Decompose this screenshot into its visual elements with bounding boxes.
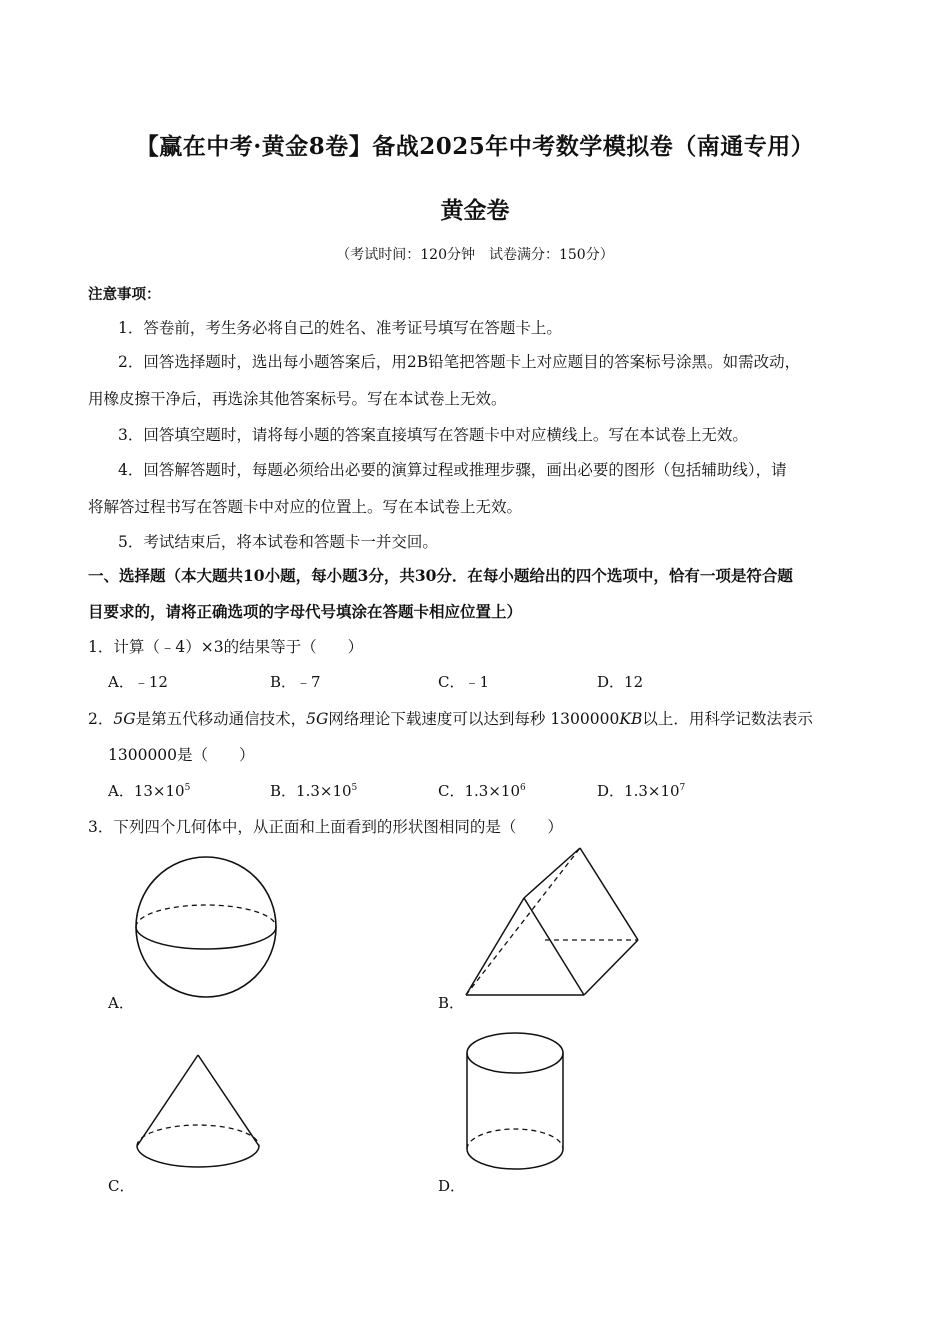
question-2-stem-line-2: 1300000是（ ） bbox=[108, 746, 255, 764]
question-1-option-c: C．﹣1 bbox=[438, 673, 490, 691]
question-3-figure-b-label: B． bbox=[438, 994, 465, 1012]
question-2-option-c-base: C．1.3×10 bbox=[438, 782, 520, 800]
question-2-stem-part-d: 以上．用科学记数法表示 bbox=[642, 710, 813, 728]
question-2-option-b-base: B．1.3×10 bbox=[270, 782, 352, 800]
question-1-stem: 1．计算（﹣4）×3的结果等于（ ） bbox=[88, 638, 364, 656]
paper-title: 【赢在中考·黄金8卷】备战2025年中考数学模拟卷（南通专用） bbox=[135, 133, 815, 160]
cylinder-icon bbox=[460, 1025, 570, 1180]
question-2-stem-part-c: 网络理论下载速度可以达到每秒 1300000 bbox=[328, 710, 620, 728]
notice-item-4-line-2: 将解答过程书写在答题卡中对应的位置上。写在本试卷上无效。 bbox=[88, 498, 523, 516]
paper-subtitle: 黄金卷 bbox=[440, 197, 510, 224]
section-1-heading-line-1: 一、选择题（本大题共10小题，每小题3分，共30分．在每小题给出的四个选项中，恰有一项是符合题 bbox=[88, 566, 793, 585]
question-2-stem-part-b: 是第五代移动通信技术， bbox=[135, 710, 307, 728]
question-2-option-c bbox=[438, 780, 526, 801]
question-2-kb-unit: KB bbox=[619, 710, 643, 728]
triangular-prism-icon bbox=[460, 840, 645, 1005]
question-2-option-c-exponent: 6 bbox=[520, 783, 526, 793]
notice-item-3: 3．回答填空题时，请将每小题的答案直接填写在答题卡中对应横线上。写在本试卷上无效。 bbox=[118, 426, 748, 444]
exam-info: （考试时间：120分钟 试卷满分：150分） bbox=[336, 247, 614, 263]
section-1-heading-line-2: 目要求的，请将正确选项的字母代号填涂在答题卡相应位置上） bbox=[88, 602, 523, 621]
notice-item-2-line-1: 2．回答选择题时，选出每小题答案后，用2B铅笔把答题卡上对应题目的答案标号涂黑。如需改动， bbox=[118, 353, 801, 371]
question-2-option-b bbox=[270, 780, 357, 801]
notice-item-2-line-2: 用橡皮擦干净后，再选涂其他答案标号。写在本试卷上无效。 bbox=[88, 390, 507, 408]
question-2-option-a-base: A．13×10 bbox=[108, 782, 185, 800]
question-2-5g-term-2: 5G bbox=[306, 710, 329, 728]
question-3-figure-c-label: C． bbox=[108, 1177, 135, 1195]
notice-item-5: 5．考试结束后，将本试卷和答题卡一并交回。 bbox=[118, 533, 438, 551]
question-2-5g-term: 5G bbox=[113, 710, 136, 728]
question-2-stem-line-1 bbox=[88, 707, 813, 729]
question-1-option-d: D．12 bbox=[597, 673, 644, 691]
question-2-number: 2． bbox=[88, 710, 114, 728]
question-3-stem: 3．下列四个几何体中，从正面和上面看到的形状图相同的是（ ） bbox=[88, 818, 563, 836]
question-2-option-b-exponent: 5 bbox=[351, 783, 358, 793]
question-2-option-d bbox=[597, 780, 685, 801]
question-1-option-a: A．﹣12 bbox=[108, 673, 168, 691]
question-2-option-d-base: D．1.3×10 bbox=[597, 782, 680, 800]
notice-item-4-line-1: 4．回答解答题时，每题必须给出必要的演算过程或推理步骤，画出必要的图形（包括辅助线），请 bbox=[118, 461, 787, 479]
question-2-option-a-exponent: 5 bbox=[184, 783, 191, 793]
notice-item-1: 1．答卷前，考生务必将自己的姓名、准考证号填写在答题卡上。 bbox=[118, 319, 562, 337]
cone-icon bbox=[130, 1050, 270, 1180]
sphere-icon bbox=[130, 855, 290, 1000]
question-3-figure-a-label: A． bbox=[108, 994, 134, 1012]
notice-heading: 注意事项： bbox=[88, 286, 161, 303]
question-2-option-d-exponent: 7 bbox=[679, 783, 686, 793]
question-3-figure-d-label: D． bbox=[438, 1177, 466, 1195]
question-1-option-b: B．﹣7 bbox=[270, 673, 321, 691]
question-2-option-a bbox=[108, 780, 190, 801]
